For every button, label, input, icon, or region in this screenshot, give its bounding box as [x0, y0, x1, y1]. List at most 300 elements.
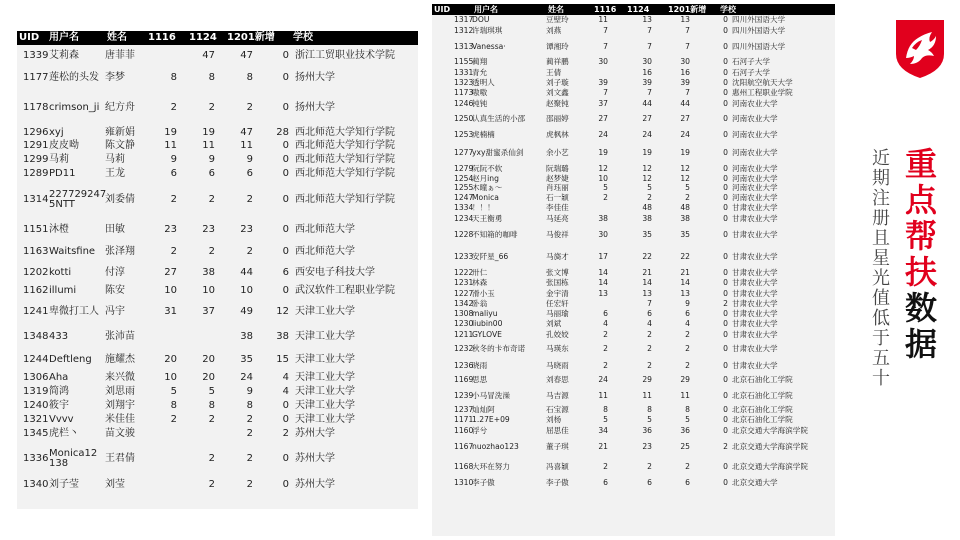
cell-1124: 2: [208, 102, 215, 113]
cell-uid: 1279: [454, 163, 474, 173]
cell-username: kotti: [49, 267, 72, 278]
cell-school: 北京交通大学海滨学院: [732, 425, 808, 435]
cell-1116: 2: [603, 462, 608, 472]
cell-1116: 23: [164, 224, 177, 235]
cell-1124: 19: [202, 127, 215, 138]
cell-1201: 12: [680, 163, 690, 173]
cell-name: 肖珏丽: [546, 183, 569, 193]
table-row: [432, 213, 835, 224]
cell-1201: 7: [685, 41, 690, 51]
cell-1201: 39: [680, 78, 690, 88]
cell-increase: 12: [276, 306, 289, 317]
cell-1201: 8: [246, 72, 253, 83]
subtitle-char: 近: [872, 148, 890, 169]
cell-username: nuozhao123: [472, 442, 519, 452]
cell-username: 木曈ぁ～: [472, 183, 503, 193]
table-row: [432, 142, 835, 163]
cell-username: Vvvv: [49, 414, 74, 425]
cell-1124: 36: [642, 425, 652, 435]
cell-1201: 2: [246, 102, 253, 113]
cell-1124: 27: [642, 113, 652, 123]
cell-name: 马旖才: [546, 251, 569, 261]
table-row: [17, 153, 418, 167]
cell-uid: 1239: [454, 390, 474, 400]
cell-1201: 2: [685, 344, 690, 354]
cell-username: 卅仁: [472, 268, 488, 278]
cell-increase: 0: [282, 72, 289, 83]
cell-school: 西北师范大学知行学院: [295, 194, 395, 205]
cell-school: 甘肃农业大学: [732, 299, 778, 309]
table-row: [432, 329, 835, 340]
cell-uid: 1163: [23, 246, 49, 257]
cell-increase: 0: [723, 278, 728, 288]
cell-1116: 2: [603, 344, 608, 354]
cell-increase: 4: [282, 386, 289, 397]
cell-name: 刘思雨: [105, 386, 135, 397]
cell-username: 安阡星_66: [472, 251, 509, 261]
cell-1201: 2: [246, 428, 253, 439]
cell-1124: 12: [642, 173, 652, 183]
table-row: [432, 56, 835, 68]
cell-increase: 0: [723, 360, 728, 370]
cell-username: 小马冒洗澡: [472, 390, 510, 400]
cell-name: 豆壁玲: [546, 14, 569, 24]
table-row: [432, 245, 835, 268]
cell-uid: 1321: [23, 414, 49, 425]
cell-name: 余小艺: [546, 147, 569, 157]
cell-name: 马莉: [105, 154, 125, 165]
cell-1116: 5: [603, 183, 608, 193]
cell-1201: 27: [680, 113, 690, 123]
cell-school: 天津工业大学: [295, 386, 355, 397]
headline-char: 帮: [904, 217, 937, 255]
cell-1116: 2: [603, 193, 608, 203]
cell-1201: 44: [240, 267, 253, 278]
cell-1124: 2: [208, 246, 215, 257]
cell-1201: 13: [680, 288, 690, 298]
cell-school: 惠州工程职业学院: [732, 88, 793, 98]
cell-1116: 19: [164, 127, 177, 138]
cell-1116: 19: [598, 147, 608, 157]
cell-name: 雍新娟: [105, 127, 135, 138]
cell-1116: 38: [598, 213, 608, 223]
cell-school: 河南农业大学: [732, 163, 778, 173]
cell-name: 来兴微: [105, 372, 135, 383]
table-row: [17, 127, 418, 139]
cell-1124: 6: [647, 478, 652, 488]
cell-uid: 1253: [454, 130, 474, 140]
cell-increase: 0: [723, 25, 728, 35]
cell-uid: 1246: [454, 98, 474, 108]
cell-name: 刘燕: [546, 25, 562, 35]
cell-school: 沈阳航空航天大学: [732, 78, 793, 88]
table-row: [432, 88, 835, 98]
cell-name: 马瑛东: [546, 344, 569, 354]
subtitle-char: 册: [872, 208, 890, 229]
header-1201: 1201新增: [227, 32, 275, 43]
cell-uid: 1306: [23, 372, 49, 383]
table-row: [17, 219, 418, 241]
cell-1124: 20: [202, 354, 215, 365]
table-row: [432, 386, 835, 405]
cell-name: 石一颖: [546, 193, 569, 203]
cell-school: 河南农业大学: [732, 183, 778, 193]
cell-username: liubin00: [472, 319, 503, 329]
cell-school: 北京交通大学海滨学院: [732, 462, 808, 472]
table-row: [432, 278, 835, 288]
cell-username: 许瑞琪琪: [472, 25, 503, 35]
cell-1124: 38: [202, 267, 215, 278]
cell-increase: 0: [723, 130, 728, 140]
table-row: [432, 288, 835, 299]
cell-1201: 49: [240, 306, 253, 317]
cell-1124: 10: [202, 285, 215, 296]
cell-1124: 2: [208, 194, 215, 205]
cell-increase: 2: [282, 428, 289, 439]
cell-uid: 1169: [454, 374, 474, 384]
cell-1124: 35: [642, 229, 652, 239]
table-row: [17, 45, 418, 67]
cell-increase: 2: [723, 442, 728, 452]
cell-uid: 1211: [454, 329, 474, 339]
subtitle-char: 注: [872, 188, 890, 209]
cell-increase: 0: [723, 319, 728, 329]
cell-username: 透明人: [472, 78, 495, 88]
cell-name: 邵丽婷: [546, 113, 569, 123]
cell-name: 马延亮: [546, 213, 569, 223]
cell-1201: 8: [246, 400, 253, 411]
cell-school: 西安电子科技大学: [295, 267, 375, 278]
cell-1201: 44: [680, 98, 690, 108]
cell-uid: 1160: [454, 425, 474, 435]
cell-1201: 16: [680, 68, 690, 78]
cell-school: 甘肃农业大学: [732, 288, 778, 298]
cell-1124: 23: [642, 442, 652, 452]
cell-username: Vanessa·: [472, 41, 506, 51]
right-data-table: [432, 4, 835, 536]
cell-school: 河南农业大学: [732, 130, 778, 140]
cell-1201: 35: [680, 229, 690, 239]
cell-1201: 7: [685, 88, 690, 98]
cell-1116: 10: [164, 372, 177, 383]
cell-school: 苏州大学: [295, 428, 335, 439]
cell-1116: 24: [598, 374, 608, 384]
cell-school: 甘肃农业大学: [732, 268, 778, 278]
cell-school: 北京石油化工学院: [732, 390, 793, 400]
cell-increase: 15: [276, 354, 289, 365]
cell-username: 赵月ing: [472, 173, 499, 183]
cell-name: 刘莹: [105, 479, 125, 490]
cell-uid: 1254: [454, 173, 474, 183]
cell-username: 嗷嗷: [472, 88, 488, 98]
cell-username: 1.27E+09: [472, 415, 510, 425]
cell-1116: 2: [170, 102, 177, 113]
cell-uid: 1168: [454, 462, 474, 472]
cell-school: 北京石油化工学院: [732, 374, 793, 384]
cell-1124: 5: [647, 415, 652, 425]
cell-school: 天津工业大学: [295, 372, 355, 383]
cell-username: Aha: [49, 372, 69, 383]
cell-1201: 2: [246, 479, 253, 490]
cell-1116: 24: [598, 130, 608, 140]
table-row: [17, 325, 418, 349]
cell-school: 扬州大学: [295, 102, 335, 113]
table-row: [432, 109, 835, 128]
cell-increase: 0: [282, 400, 289, 411]
cell-increase: 0: [723, 57, 728, 67]
table-row: [432, 358, 835, 373]
subtitle-char: 五: [872, 348, 890, 369]
subtitle-char: 十: [872, 368, 890, 389]
cell-increase: 0: [723, 390, 728, 400]
cell-name: 刘斌: [546, 319, 562, 329]
subtitle-char: 星: [872, 248, 890, 269]
table-row: [432, 476, 835, 490]
cell-school: 西北师范大学知行学院: [295, 154, 395, 165]
cell-1116: 27: [164, 267, 177, 278]
cell-1201: 13: [680, 14, 690, 24]
cell-1116: 20: [164, 354, 177, 365]
cell-uid: 1331: [454, 68, 474, 78]
cell-school: 甘肃农业大学: [732, 229, 778, 239]
cell-school: 甘肃农业大学: [732, 329, 778, 339]
cell-1124: 37: [202, 306, 215, 317]
cell-name: 苗文骏: [105, 428, 135, 439]
cell-uid: 1222: [454, 268, 474, 278]
cell-uid: 1296: [23, 127, 49, 138]
cell-1116: 17: [598, 251, 608, 261]
cell-name: 王龙: [105, 168, 125, 179]
cell-username: 虎楠楠: [472, 130, 495, 140]
cell-1201: 36: [680, 425, 690, 435]
cell-1201: 2: [246, 453, 253, 464]
cell-1124: 8: [208, 72, 215, 83]
cell-uid: 1171: [454, 415, 474, 425]
cell-school: 甘肃农业大学: [732, 360, 778, 370]
cell-1201: 2: [246, 246, 253, 257]
cell-name: 李子傲: [546, 478, 569, 488]
cell-1124: 2: [647, 344, 652, 354]
cell-increase: 0: [282, 154, 289, 165]
cell-increase: 0: [723, 329, 728, 339]
cell-school: 西北师范大学: [295, 224, 355, 235]
table-row: [17, 67, 418, 89]
cell-increase: 0: [282, 102, 289, 113]
cell-uid: 1237: [454, 405, 474, 415]
headline-vertical: [900, 145, 942, 364]
cell-school: 河南农业大学: [732, 113, 778, 123]
cell-username: 筱宇: [49, 400, 69, 411]
headline-char: 重: [904, 145, 937, 183]
cell-uid: 1299: [23, 154, 49, 165]
cell-1201: 9: [246, 386, 253, 397]
cell-name: 赵梦婕: [546, 173, 569, 183]
cell-1124: 8: [647, 405, 652, 415]
cell-username: 艾莉森: [49, 50, 79, 61]
cell-uid: 1323: [454, 78, 474, 88]
cell-name: 唐菲菲: [105, 50, 135, 61]
cell-uid: 1234: [454, 213, 474, 223]
cell-1201: 25: [680, 442, 690, 452]
cell-uid: 1345: [23, 428, 49, 439]
cell-1116: 6: [603, 478, 608, 488]
table-row: [432, 224, 835, 245]
cell-username: 滑小玉: [472, 288, 495, 298]
cell-1116: 8: [603, 405, 608, 415]
table-row: [17, 299, 418, 325]
cell-1124: 44: [642, 98, 652, 108]
table-row: [17, 263, 418, 283]
cell-name: 蔺祥鹏: [546, 57, 569, 67]
cell-increase: 0: [723, 88, 728, 98]
cell-1116: 39: [598, 78, 608, 88]
cell-name: 赵聚钝: [546, 98, 569, 108]
cell-increase: 28: [276, 127, 289, 138]
cell-school: 苏州大学: [295, 479, 335, 490]
table-row: [432, 203, 835, 213]
subtitle-char: 值: [872, 288, 890, 309]
cell-uid: 1339: [23, 50, 49, 61]
cell-1124: 2: [647, 329, 652, 339]
cell-1201: 8: [685, 405, 690, 415]
cell-1124: 11: [202, 140, 215, 151]
cell-school: 四川外国语大学: [732, 25, 786, 35]
cell-name: 施耀杰: [105, 354, 135, 365]
table-row: [432, 405, 835, 415]
cell-increase: 6: [282, 267, 289, 278]
cell-name: 刘翔宇: [105, 400, 135, 411]
cell-1201: 2: [246, 414, 253, 425]
cell-name: 李梦: [105, 72, 125, 83]
cell-uid: 1340: [23, 479, 49, 490]
cell-username: Monica: [472, 193, 499, 203]
cell-uid: 1314: [23, 194, 49, 205]
cell-name: 石宝源: [546, 405, 569, 415]
cell-1124: 9: [208, 154, 215, 165]
cell-uid: 1155: [454, 57, 474, 67]
cell-increase: 0: [282, 479, 289, 490]
cell-1201: 11: [240, 140, 253, 151]
cell-1116: 21: [598, 442, 608, 452]
cell-1201: 2: [685, 193, 690, 203]
cell-school: 四川外国语大学: [732, 41, 786, 51]
cell-increase: 0: [282, 285, 289, 296]
cell-school: 河南农业大学: [732, 147, 778, 157]
subtitle-char: 于: [872, 328, 890, 349]
cell-username: 钝钝: [472, 98, 488, 108]
cell-school: 河南农业大学: [732, 193, 778, 203]
cell-school: 苏州大学: [295, 453, 335, 464]
cell-name: 米佳佳: [105, 414, 135, 425]
cell-name: 刘杨: [546, 415, 562, 425]
cell-1124: 29: [642, 374, 652, 384]
left-data-table: [17, 31, 418, 509]
cell-1124: 7: [647, 299, 652, 309]
cell-uid: 1167: [454, 442, 474, 452]
table-row: [17, 427, 418, 441]
table-row: [432, 174, 835, 183]
cell-school: 天津工业大学: [295, 414, 355, 425]
cell-school: 西北师范大学: [295, 246, 355, 257]
cell-increase: 0: [282, 50, 289, 61]
header-1116: 1116: [148, 32, 176, 43]
cell-username: 思思: [472, 374, 488, 384]
table-row: [432, 193, 835, 203]
cell-increase: 4: [282, 372, 289, 383]
cell-username: 卧翁: [472, 299, 488, 309]
cell-1201: 47: [240, 50, 253, 61]
cell-uid: 1178: [23, 102, 49, 113]
cell-username: 阮阮不软: [472, 163, 503, 173]
table-row: [432, 458, 835, 476]
cell-uid: 1277: [454, 147, 474, 157]
cell-increase: 0: [723, 251, 728, 261]
cell-uid: 1173: [454, 88, 474, 98]
cell-1116: 2: [603, 329, 608, 339]
cell-increase: 0: [282, 168, 289, 179]
cell-1116: 9: [170, 154, 177, 165]
cell-school: 石河子大学: [732, 57, 770, 67]
cell-school: 西北师范大学知行学院: [295, 140, 395, 151]
cell-increase: 0: [723, 405, 728, 415]
cell-1116: 11: [598, 14, 608, 24]
cell-school: 甘肃农业大学: [732, 251, 778, 261]
cell-name: 张沛苗: [105, 331, 135, 342]
cell-uid: 1177: [23, 72, 49, 83]
cell-uid: 1233: [454, 251, 474, 261]
cell-increase: 0: [282, 140, 289, 151]
header-name: 姓名: [107, 32, 127, 43]
header-school: 学校: [293, 32, 313, 43]
cell-uid: 1231: [454, 278, 474, 288]
cell-1124: 2: [208, 479, 215, 490]
cell-1116: 27: [598, 113, 608, 123]
cell-uid: 1312: [454, 25, 474, 35]
cell-1201: 6: [685, 478, 690, 488]
cell-school: 石河子大学: [732, 68, 770, 78]
cell-1201: 30: [680, 57, 690, 67]
cell-increase: 0: [282, 414, 289, 425]
cell-username: PD11: [49, 168, 76, 179]
cell-1201: 29: [680, 374, 690, 384]
table-row: [432, 415, 835, 425]
cell-1201: 38: [680, 213, 690, 223]
cell-1124: 14: [642, 278, 652, 288]
cell-uid: 1334: [454, 203, 474, 213]
cell-increase: 0: [723, 268, 728, 278]
cell-1124: 11: [642, 390, 652, 400]
cell-uid: 1230: [454, 319, 474, 329]
cell-username: Monica12 138: [49, 448, 98, 469]
cell-school: 天津工业大学: [295, 354, 355, 365]
cell-uid: 1319: [23, 386, 49, 397]
cell-1124: 7: [647, 88, 652, 98]
cell-1201: 47: [240, 127, 253, 138]
table-row: [17, 283, 418, 299]
cell-1124: 24: [642, 130, 652, 140]
subtitle-char: 且: [872, 228, 890, 249]
cell-username: 认真生活的小邵: [472, 113, 526, 123]
cell-1201: 2: [685, 329, 690, 339]
cell-school: 武汉软件工程职业学院: [295, 285, 395, 296]
cell-school: 甘肃农业大学: [732, 203, 778, 213]
cell-username: 青允: [472, 68, 488, 78]
header-school: 学校: [720, 4, 736, 14]
cell-1116: 2: [603, 360, 608, 370]
cell-name: 刘委倩: [105, 194, 135, 205]
table-row: [432, 128, 835, 142]
cell-increase: 0: [723, 415, 728, 425]
